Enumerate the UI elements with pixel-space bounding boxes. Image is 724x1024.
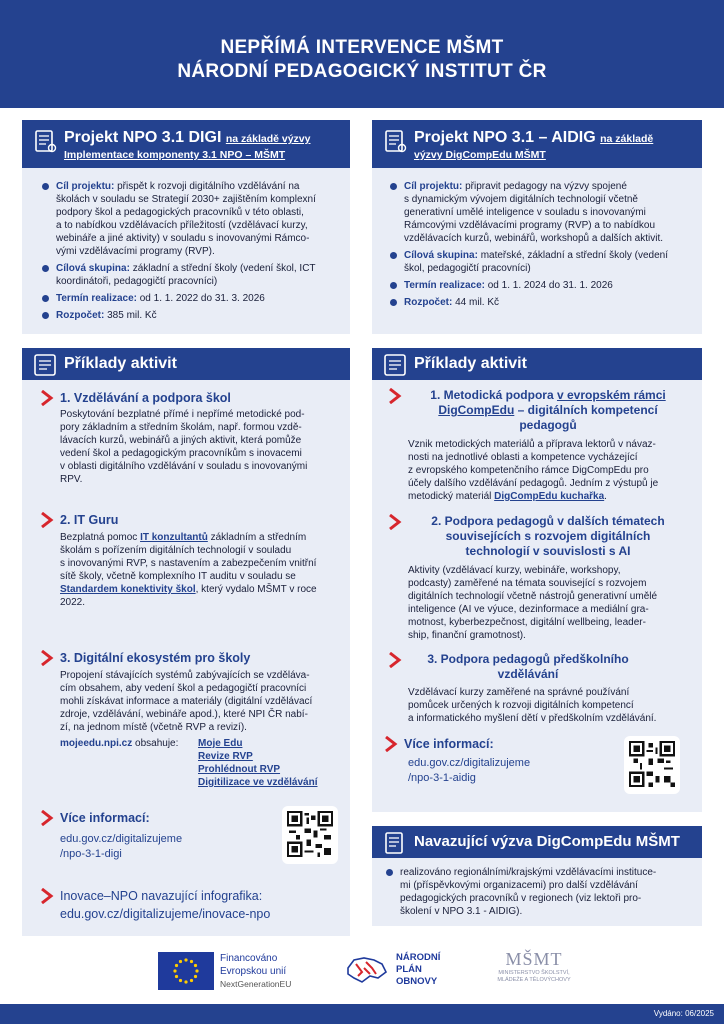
- desc-line: RPV.: [60, 474, 83, 485]
- chevron-right-icon: [40, 512, 54, 528]
- card-aidig-title-link[interactable]: na základě: [600, 133, 654, 145]
- aidig-target-label: Cílová skupina:: [404, 250, 478, 261]
- checklist-icon: [32, 352, 58, 378]
- desc-line: pory základním a středním školám, např. formou vzdě-: [60, 422, 302, 433]
- page-header: [0, 0, 724, 108]
- digi-term: [36, 292, 338, 305]
- msmt-line1: MINISTERSTVO ŠKOLSTVÍ,: [498, 970, 570, 976]
- eu-line2: Evropskou unií: [220, 966, 287, 977]
- infographic-link-row: [40, 888, 346, 928]
- digi-budget-label: Rozpočet:: [56, 310, 105, 321]
- desc-line: realizováno regionálními/krajskými vzdělávacími institucе-: [400, 867, 657, 878]
- card-digi: [22, 120, 350, 334]
- chevron-right-icon: [40, 390, 54, 406]
- digcompedu-link[interactable]: DigCompEdu: [438, 403, 515, 417]
- digi-target-line: koordinátoři, pedagogičtí pracovníci): [56, 276, 218, 287]
- desc-text: základním a středním: [207, 532, 307, 543]
- digi-goal-label: Cíl projektu:: [56, 181, 115, 192]
- page-footer: [0, 1004, 724, 1024]
- infographic-label: Inovace–NPO navazující infografika:: [60, 889, 263, 903]
- card-digi-title: [64, 128, 310, 149]
- chevron-right-icon: [388, 652, 402, 668]
- right-more-info-url[interactable]: [408, 756, 530, 786]
- document-icon: [382, 830, 408, 856]
- desc-text: .: [604, 491, 607, 502]
- document-icon: [382, 128, 408, 154]
- desc-line: Poskytování bezplatné přímé i nepřímé metodické pod-: [60, 409, 305, 420]
- right-more-info: [384, 736, 624, 792]
- chevron-right-icon: [40, 650, 54, 666]
- aidig-term-label: Termín realizace:: [404, 280, 485, 291]
- title-part: – digitálních kompetencí: [514, 403, 658, 417]
- header-title-line2: NÁRODNÍ PEDAGOGICKÝ INSTITUT ČR: [177, 61, 547, 82]
- digi-goal-line: školách v souladu se Strategií 2030+ zajištěním komplexní: [56, 194, 316, 205]
- right-activity-3: [388, 652, 698, 732]
- infographic-url[interactable]: edu.gov.cz/digitalizujeme/inovace-npo: [60, 907, 271, 921]
- desc-line: Aktivity (vzdělávací kurzy, webináře, workshopy,: [408, 565, 621, 576]
- url-line: /npo-3-1-aidig: [408, 772, 476, 784]
- desc-line: vedení škol a pedagogickým pracovníkům s inovacemi: [60, 448, 302, 459]
- issue-date: Vydáno: 06/2025: [653, 1009, 714, 1018]
- left-examples-header: [22, 348, 350, 380]
- left-more-info-url[interactable]: [60, 832, 182, 862]
- npo-logo: [344, 950, 464, 990]
- chevron-right-icon: [40, 888, 54, 904]
- desc-line: v oblasti digitálního vzdělávání v souladu s inovovanými: [60, 461, 308, 472]
- aidig-budget-value: 44 mil. Kč: [455, 297, 500, 308]
- digi-term-value: od 1. 1. 2022 do 31. 3. 2026: [139, 293, 265, 304]
- digi-goal-line: podpory škol a pedagogických pracovníků v této oblasti,: [56, 207, 304, 218]
- msmt-line2: MLÁDEŽE A TĚLOVÝCHOVY: [497, 977, 571, 983]
- digcompedu-cookbook-link[interactable]: DigCompEdu kuchařka: [494, 491, 605, 502]
- followup-body: [372, 866, 702, 922]
- desc-line: zdroje, vzdělávání, webináře apod.), které NPI ČR nabí-: [60, 709, 308, 720]
- left-examples-title: Příklady aktivit: [64, 355, 177, 372]
- desc-line: 2022.: [60, 597, 86, 608]
- aidig-goal: [384, 180, 692, 245]
- aidig-goal-line: připravit pedagogy na výzvy spojené: [465, 181, 627, 192]
- desc-line: cím obsahem, aby vedení škol a pedagogičtí pracovníci: [60, 683, 307, 694]
- digi-goal-line: přispět k rozvoji digitálního vzdělávání na: [117, 181, 300, 192]
- desc-line: lávacích kurzů, webinářů a jiných aktivit, která pomůže: [60, 435, 302, 446]
- header-title-line1: NEPŘÍMÁ INTERVENCE MŠMT: [220, 37, 504, 58]
- qr-code-digi[interactable]: [282, 806, 338, 864]
- revize-rvp-link[interactable]: Revize RVP: [198, 751, 253, 762]
- desc-line: ship, finanční gramotnost).: [408, 630, 526, 641]
- title-line: technologií v souvislosti s AI: [465, 544, 631, 558]
- desc-line: s inovovanými RVP, s nastavením a zabezpečením vnitřní: [60, 558, 317, 569]
- right-more-info-label: Více informací:: [404, 737, 494, 751]
- connectivity-standard-link[interactable]: Standardem konektivity škol: [60, 584, 196, 595]
- desc-line: a informatického myšlení dětí v předškolním vzdělávání.: [408, 713, 657, 724]
- card-right-examples: [372, 348, 702, 812]
- title-part: 1. Metodická podpora: [430, 388, 557, 402]
- chevron-right-icon: [388, 514, 402, 530]
- desc-line: Vzdělávací kurzy zaměřené na správné používání: [408, 687, 630, 698]
- title-part: pedagogů: [519, 418, 577, 432]
- card-digi-body: [22, 180, 350, 326]
- digi-goal-line: a to nabídkou vzdělávacích příležitostí (vzdělávací kurzy,: [56, 220, 308, 231]
- desc-line: z evropského kompetenčního rámce DigCompEdu pro: [408, 465, 649, 476]
- aidig-target-line: škol, pedagogičtí pracovníci): [404, 263, 531, 274]
- desc-line: školení v NPO 3.1 - AIDIG).: [400, 906, 523, 917]
- card-followup: [372, 826, 702, 926]
- digi-term-label: Termín realizace:: [56, 293, 137, 304]
- digi-budget: [36, 309, 338, 322]
- title-line: vzdělávání: [497, 667, 559, 681]
- aidig-term-value: od 1. 1. 2024 do 31. 1. 2026: [487, 280, 613, 291]
- mojeedu-links: [198, 737, 318, 789]
- url-line: edu.gov.cz/digitalizujeme: [408, 757, 531, 769]
- url-line: edu.gov.cz/digitalizujeme: [60, 833, 183, 845]
- title-line: 3. Podpora pedagogů předškolního: [427, 652, 629, 666]
- followup-title: Navazující výzva DigCompEdu MŠMT: [414, 833, 680, 850]
- card-left-examples: [22, 348, 350, 936]
- right-activity-1-title: [408, 388, 688, 433]
- right-activity-1-desc: [408, 438, 658, 503]
- npo-line1: NÁRODNÍ: [396, 952, 441, 963]
- desc-line: účely dalšího vzdělávání pedagogů. Jedním z výstupů je: [408, 478, 659, 489]
- digi-budget-value: 385 mil. Kč: [107, 310, 157, 321]
- digi-target-line: základní a střední školy (vedení škol, ICT: [132, 263, 316, 274]
- card-aidig-title-text: Projekt NPO 3.1 – AIDIG: [414, 129, 596, 146]
- eu-line3: NextGenerationEU: [220, 979, 292, 989]
- desc-line: digitálních technologií včetně nástrojů generativní umělé: [408, 591, 658, 602]
- card-digi-header: [22, 120, 350, 168]
- desc-line: zí, na jednom místě (včetně RVP a revizí).: [60, 722, 247, 733]
- npo-text: [396, 952, 440, 988]
- right-activity-3-title: [408, 652, 648, 682]
- right-activity-2-title: [408, 514, 688, 559]
- digi-target: [36, 262, 338, 288]
- aidig-budget-label: Rozpočet:: [404, 297, 453, 308]
- followup-header: [372, 826, 702, 858]
- digi-goal: [36, 180, 338, 258]
- left-more-info-label: Více informací:: [60, 811, 150, 825]
- right-activity-3-desc: [408, 686, 656, 725]
- desc-text: metodický materiál: [408, 491, 495, 502]
- right-activity-2-desc: [408, 564, 657, 642]
- npo-line2: PLÁN: [396, 964, 422, 975]
- digi-goal-line: vými vzdělávacími programy (RVP).: [56, 246, 215, 257]
- msmt-logo: [486, 948, 582, 994]
- right-activity-1: [388, 388, 698, 510]
- qr-code-icon: [287, 811, 333, 857]
- desc-line: sítě školy, včetně komplexního IT auditu v souladu se: [60, 571, 296, 582]
- digi-target-label: Cílová skupina:: [56, 263, 130, 274]
- chevron-right-icon: [40, 810, 54, 826]
- digi-goal-line: webináře a jiné aktivity) v souladu s inovovanými Rámco-: [56, 233, 310, 244]
- left-activity-3-desc: [60, 669, 312, 734]
- qr-code-aidig[interactable]: [624, 736, 680, 794]
- desc-line: inteligence (AI ve výuce, dezinformace a mediální gra-: [408, 604, 649, 615]
- it-consultants-link[interactable]: IT konzultantů: [140, 532, 208, 543]
- npo-line3: OBNOVY: [396, 976, 438, 987]
- digitalizace-link[interactable]: Digitilizace ve vzdělávání: [198, 777, 318, 788]
- aidig-goal-line: vzdělávacích kurzů, webinářů, workshopů a dalších aktivit.: [404, 233, 664, 244]
- card-aidig-subtitle[interactable]: výzvy DigCompEdu MŠMT: [414, 149, 546, 161]
- left-activity-1-desc: [60, 408, 307, 486]
- card-aidig-header: [372, 120, 702, 168]
- desc-line: pedagogických pracovníků v regionech (viz lektoři pro-: [400, 893, 642, 904]
- eu-logo: [158, 952, 214, 990]
- title-line: 2. Podpora pedagogů v dalších tématech: [431, 514, 665, 528]
- czech-map-icon: [344, 954, 388, 986]
- aidig-target: [384, 249, 692, 275]
- right-activity-2: [388, 514, 698, 644]
- chevron-right-icon: [384, 736, 398, 752]
- card-digi-subtitle[interactable]: Implementace komponenty 3.1 NPO – MŠMT: [64, 149, 286, 161]
- left-activity-3: [40, 650, 346, 800]
- qr-code-icon: [629, 741, 675, 787]
- mojeedu-contains: obsahuje:: [132, 738, 179, 749]
- moje-edu-link[interactable]: Moje Edu: [198, 738, 243, 749]
- eu-text: [220, 952, 291, 991]
- prohlednout-rvp-link[interactable]: Prohlédnout RVP: [198, 764, 281, 775]
- document-icon: [32, 128, 58, 154]
- mojeedu-row: [60, 737, 178, 750]
- checklist-icon: [382, 352, 408, 378]
- card-aidig: [372, 120, 702, 334]
- desc-line: nosti na jednotlivé oblasti a kompetence vycházející: [408, 452, 638, 463]
- mojeedu-site[interactable]: mojeedu.npi.cz: [60, 738, 133, 749]
- left-activity-1-title: 1. Vzdělávání a podpora škol: [60, 391, 231, 405]
- aidig-goal-label: Cíl projektu:: [404, 181, 463, 192]
- right-examples-title: Příklady aktivit: [414, 355, 527, 372]
- desc-line: mohli získávat informace a materiály (digitální vzdělávací: [60, 696, 313, 707]
- title-line: souvisejících s rozvojem digitálních: [445, 529, 651, 543]
- desc-line: školám s pořízením digitálních technologií v souladu: [60, 545, 292, 556]
- desc-text: , který vydalo MŠMT v roce: [195, 584, 317, 595]
- url-line: /npo-3-1-digi: [60, 848, 122, 860]
- left-activity-1: [40, 390, 346, 500]
- left-activity-3-title: 3. Digitální ekosystém pro školy: [60, 651, 251, 665]
- msmt-mark: MŠMT: [505, 949, 563, 969]
- chevron-right-icon: [388, 388, 402, 404]
- aidig-term: [384, 279, 692, 292]
- aidig-goal-line: generativní umělé inteligence v souladu s inovovanými: [404, 207, 646, 218]
- aidig-budget: [384, 296, 692, 309]
- aidig-goal-line: s dynamickým vývojem digitálních technologií včetně: [404, 194, 638, 205]
- card-digi-title-link[interactable]: na základě výzvy: [225, 133, 311, 145]
- left-activity-2-title: 2. IT Guru: [60, 513, 119, 527]
- eu-line1: Financováno: [220, 953, 278, 964]
- left-activity-2-desc: [60, 531, 317, 609]
- aidig-goal-line: Rámcovými vzdělávacími programy (RVP) a to nabídkou: [404, 220, 656, 231]
- right-examples-header: [372, 348, 702, 380]
- desc-line: Vznik metodických materiálů a příprava lektorů v návaz-: [408, 439, 656, 450]
- card-aidig-title: [414, 128, 653, 149]
- desc-line: Propojení stávajících systémů zabývajících se vzděláva-: [60, 670, 310, 681]
- followup-item: [380, 866, 694, 918]
- card-aidig-body: [372, 180, 702, 313]
- desc-line: pomůcek určených k rozvoji digitálních kompetencí: [408, 700, 634, 711]
- desc-line: podcasty) zaměřené na témata související s rozvojem: [408, 578, 647, 589]
- desc-line: motnost, kyberbezpečnost, digitální wellbeing, leader-: [408, 617, 646, 628]
- european-framework-link[interactable]: v evropském rámci: [556, 388, 666, 402]
- eu-stars-icon: [158, 952, 214, 990]
- aidig-target-line: mateřské, základní a střední školy (vedení: [480, 250, 668, 261]
- card-digi-title-text: Projekt NPO 3.1 DIGI: [64, 129, 222, 146]
- desc-text: Bezplatná pomoc: [60, 532, 141, 543]
- left-activity-2: [40, 512, 346, 622]
- desc-line: mi (příspěvkovými organizacemi) pro další vzdělávání: [400, 880, 638, 891]
